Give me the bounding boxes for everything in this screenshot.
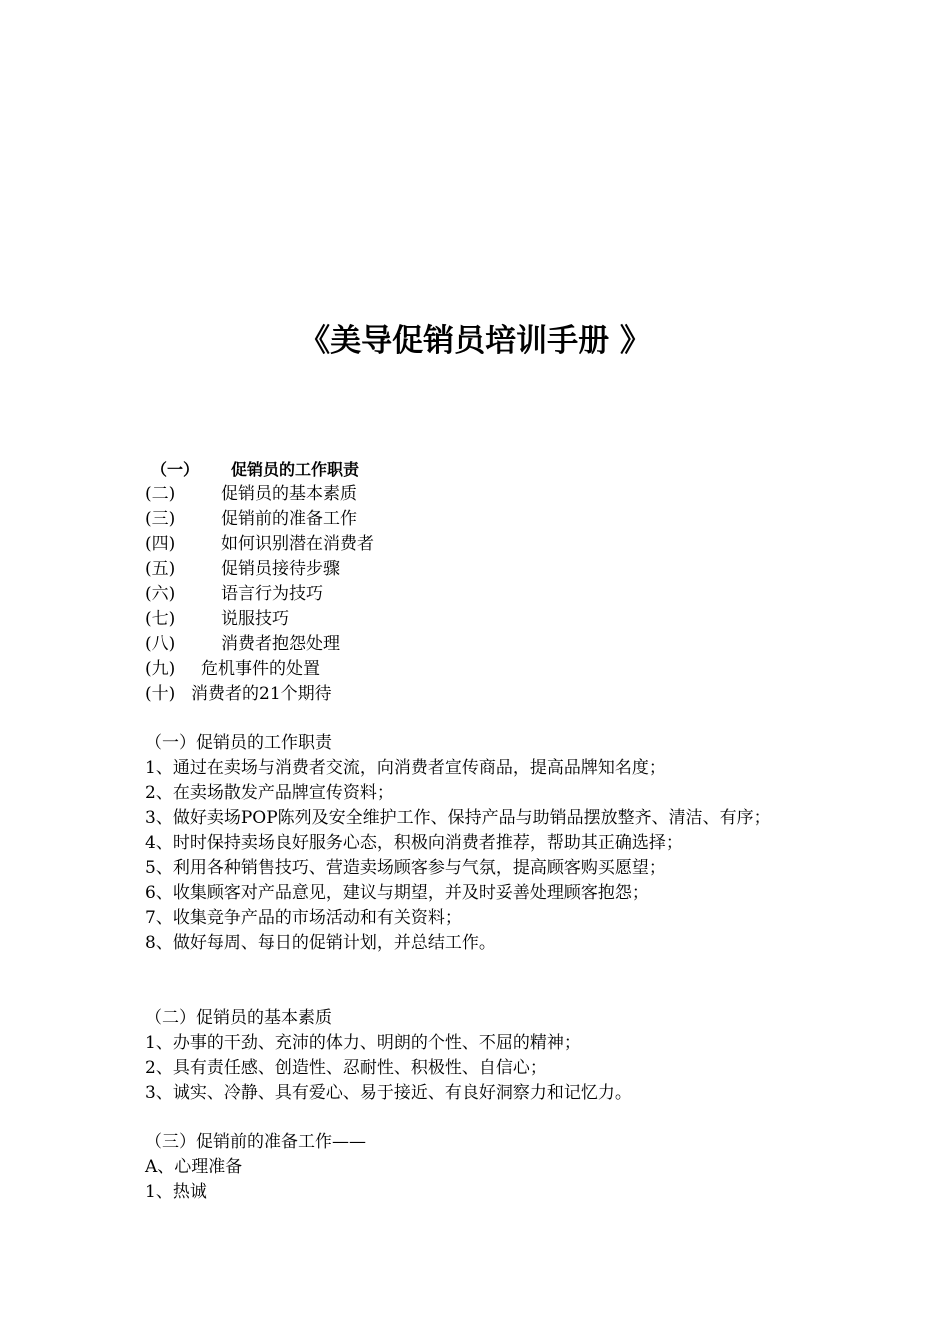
- list-item: 3、诚实、冷静、具有爱心、易于接近、有良好洞察力和记忆力。: [145, 1083, 632, 1103]
- list-item: 6、收集顾客对产品意见，建议与期望，并及时妥善处理顾客抱怨；: [145, 883, 649, 903]
- toc-item: [145, 682, 815, 707]
- toc-item: [145, 582, 815, 607]
- section-duties: [145, 731, 815, 956]
- toc-item: [145, 457, 815, 482]
- toc-item-text: 危机事件的处置: [201, 659, 320, 679]
- toc-item-text: 语言行为技巧: [221, 584, 323, 604]
- table-of-contents: [145, 457, 815, 707]
- toc-item: [145, 507, 815, 532]
- toc-item-number: (八): [145, 634, 176, 654]
- toc-item-text: 促销员接待步骤: [221, 559, 340, 579]
- toc-item-text: 如何识别潜在消费者: [221, 534, 374, 554]
- toc-item-number: (九): [145, 659, 176, 679]
- section-qualities: [145, 1006, 815, 1106]
- toc-item-number: (四): [145, 534, 176, 554]
- toc-item-text: 促销员的工作职责: [231, 460, 360, 479]
- toc-item-number: (六): [145, 584, 176, 604]
- toc-item-number: (二): [145, 484, 176, 504]
- toc-item: [145, 632, 815, 657]
- list-item: 8、做好每周、每日的促销计划，并总结工作。: [145, 933, 496, 953]
- toc-item-text: 说服技巧: [221, 609, 289, 629]
- toc-item: [145, 557, 815, 582]
- list-item: 1、热诚: [145, 1182, 207, 1202]
- section-heading: （三）促销前的准备工作——: [145, 1132, 366, 1152]
- toc-item-number: (三): [145, 509, 176, 529]
- document-title: 《美导促销员培训手册 》: [299, 323, 651, 359]
- section-preparation: [145, 1130, 815, 1205]
- list-item: 3、做好卖场POP陈列及安全维护工作、保持产品与助销品摆放整齐、清洁、有序；: [145, 808, 771, 828]
- list-item: 4、时时保持卖场良好服务心态，积极向消费者推荐，帮助其正确选择；: [145, 833, 683, 853]
- list-item: 5、利用各种销售技巧、营造卖场顾客参与气氛，提高顾客购买愿望；: [145, 858, 666, 878]
- list-item: 1、办事的干劲、充沛的体力、明朗的个性、不屈的精神；: [145, 1033, 581, 1053]
- toc-item-number: (五): [145, 559, 176, 579]
- toc-item-number: （一）: [151, 460, 200, 479]
- list-item: 1、通过在卖场与消费者交流，向消费者宣传商品，提高品牌知名度；: [145, 758, 666, 778]
- list-item: A、心理准备: [145, 1157, 243, 1177]
- section-heading: （二）促销员的基本素质: [145, 1008, 332, 1028]
- toc-item-number: (十): [145, 684, 176, 704]
- toc-item-text: 消费者的21个期待: [191, 684, 332, 704]
- toc-item-text: 促销员的基本素质: [221, 484, 357, 504]
- list-item: 2、在卖场散发产品牌宣传资料；: [145, 783, 394, 803]
- list-item: 7、收集竞争产品的市场活动和有关资料；: [145, 908, 462, 928]
- toc-item-number: (七): [145, 609, 176, 629]
- toc-item: [145, 607, 815, 632]
- toc-item-text: 促销前的准备工作: [221, 509, 357, 529]
- list-item: 2、具有责任感、创造性、忍耐性、积极性、自信心；: [145, 1058, 547, 1078]
- toc-item: [145, 482, 815, 507]
- toc-item: [145, 657, 815, 682]
- section-heading: （一）促销员的工作职责: [145, 733, 332, 753]
- toc-item-text: 消费者抱怨处理: [221, 634, 340, 654]
- toc-item: [145, 532, 815, 557]
